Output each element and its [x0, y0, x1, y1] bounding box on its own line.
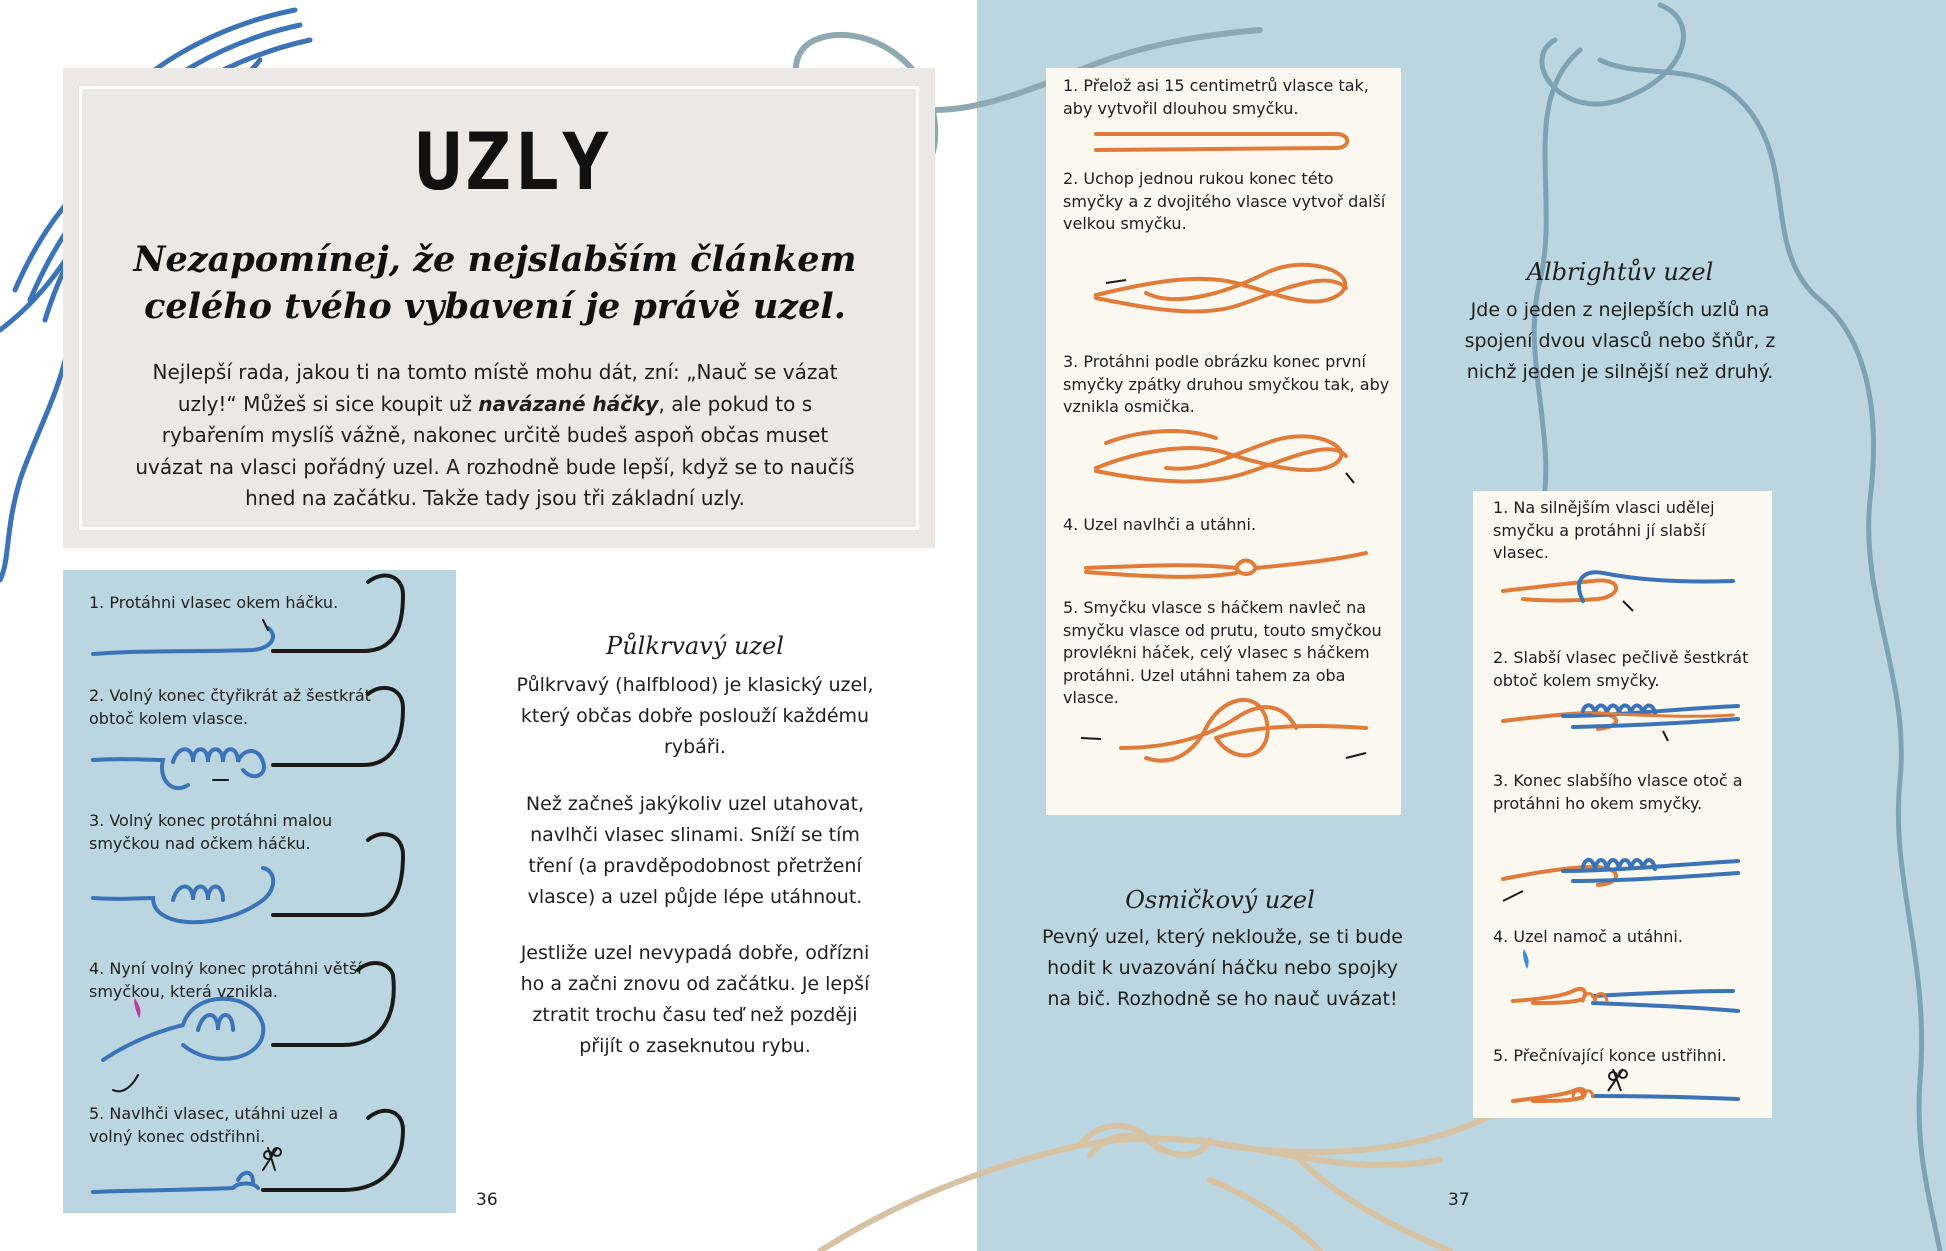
- halfblood-paragraph-3: Jestliže uzel nevypadá dobře, odřízni ho a začni znovu od začátku. Je lepší ztratit trochu času teď než později přijít o zaseknutou rybu.: [520, 942, 870, 1057]
- blue-line-icon: [1563, 572, 1738, 1099]
- albright-step-3: 3. Konec slabšího vlasce otoč a protáhni ho okem smyčky.: [1493, 771, 1743, 813]
- figure-eight-heading: Osmičkový uzel: [1125, 886, 1315, 914]
- halfblood-step-5: 5. Navlhči vlasec, utáhni uzel a volný konec odstřihni.: [89, 1104, 339, 1146]
- halfblood-step-1: 1. Protáhni vlasec okem háčku.: [89, 593, 339, 612]
- figure-eight-step-4: 4. Uzel navlhči a utáhni.: [1063, 515, 1257, 534]
- page-number-right: 37: [1448, 1190, 1470, 1210]
- page-number-left: 36: [476, 1190, 498, 1210]
- halfblood-step-4: 4. Nyní volný konec protáhni větší smyčkou, která vznikla.: [89, 959, 362, 1001]
- subtitle: Nezapomínej, že nejslabším článkem celého tvého vybavení je právě uzel.: [133, 239, 857, 327]
- water-drop-icon: [1523, 949, 1529, 969]
- intro-text-before: Nejlepší rada, jakou ti na tomto místě mohu dát, zní: „Nauč se vázat uzly!“ Můžeš si sice koupit už: [152, 360, 838, 416]
- figure-eight-step-5: 5. Smyčku vlasce s háčkem navleč na smyčku vlasce od prutu, touto smyčkou provlékni háček, celý vlasec s háčkem protáhni. Uzel utáhni tahem za oba vlasce.: [1063, 598, 1382, 707]
- albright-illustrations: [1473, 491, 1772, 1118]
- halfblood-paragraph-2: Než začneš jakýkoliv uzel utahovat, navlhči vlasec slinami. Sníží se tím tření (a pravděpodobnost přetržení vlasce) a uzel půjde lépe utáhnout.: [525, 793, 865, 908]
- arrow-icon: [1081, 280, 1366, 758]
- orange-line-icon: [1086, 134, 1366, 761]
- figure-eight-step-1: 1. Přelož asi 15 centimetrů vlasce tak, aby vytvořil dlouhou smyčku.: [1063, 76, 1369, 118]
- intro-emphasis: navázané háčky: [478, 391, 659, 416]
- hook-icon: [263, 576, 403, 1190]
- halfblood-illustrations: [63, 570, 456, 1213]
- figure-eight-step-3: 3. Protáhni podle obrázku konec první smyčky zpátky druhou smyčkou tak, aby vznikla osmička.: [1063, 352, 1390, 416]
- figure-eight-step-2: 2. Uchop jednou rukou konec této smyčky a z dvojitého vlasce vytvoř další velkou smyčku.: [1063, 169, 1386, 233]
- albright-text: Jde o jeden z nejlepších uzlů na spojení dvou vlasců nebo šňůr, z nichž jeden je silnější než druhý.: [1464, 299, 1776, 383]
- albright-heading: Albrightův uzel: [1526, 258, 1714, 286]
- albright-step-1: 1. Na silnějším vlasci udělej smyčku a protáhni jí slabší vlasec.: [1493, 498, 1715, 562]
- water-drop-icon: [134, 998, 140, 1018]
- scissors-icon: [263, 1148, 281, 1170]
- page-title: UZLY: [415, 118, 611, 208]
- blue-line-icon: [93, 628, 273, 1192]
- arrow-icon: [113, 1075, 138, 1091]
- orange-line-icon: [1503, 580, 1616, 1101]
- scissors-icon: [1608, 1069, 1627, 1091]
- orange-wrap-icon: [1573, 713, 1733, 1096]
- figure-eight-illustrations: [1046, 68, 1401, 815]
- halfblood-step-2: 2. Volný konec čtyřikrát až šestkrát obtoč kolem vlasce.: [89, 686, 371, 728]
- halfblood-paragraph-1: Půlkrvavý (halfblood) je klasický uzel, který občas dobře poslouží každému rybáři.: [516, 674, 874, 758]
- intro-text-after: , ale pokud to s rybařením myslíš vážně, nakonec určitě budeš aspoň občas muset uvázat na vlasci pořádný uzel. A rozhodně bude lepší, když se to naučíš hned na začátku. Takže tady jsou tři základní uzly.: [135, 391, 855, 510]
- halfblood-heading: Půlkrvavý uzel: [606, 632, 784, 660]
- albright-step-5: 5. Přečnívající konce ustřihni.: [1493, 1046, 1727, 1065]
- figure-eight-text: Pevný uzel, který neklouže, se ti bude hodit k uvazování háčku nebo spojky na bič. Rozhodně se ho nauč uvázat!: [1041, 926, 1403, 1010]
- halfblood-step-3: 3. Volný konec protáhni malou smyčkou nad očkem háčku.: [89, 811, 333, 853]
- intro-paragraph: [130, 357, 860, 515]
- albright-step-4: 4. Uzel namoč a utáhni.: [1493, 927, 1683, 946]
- albright-step-2: 2. Slabší vlasec pečlivě šestkrát obtoč kolem smyčky.: [1493, 648, 1749, 690]
- arrow-icon: [1503, 601, 1668, 901]
